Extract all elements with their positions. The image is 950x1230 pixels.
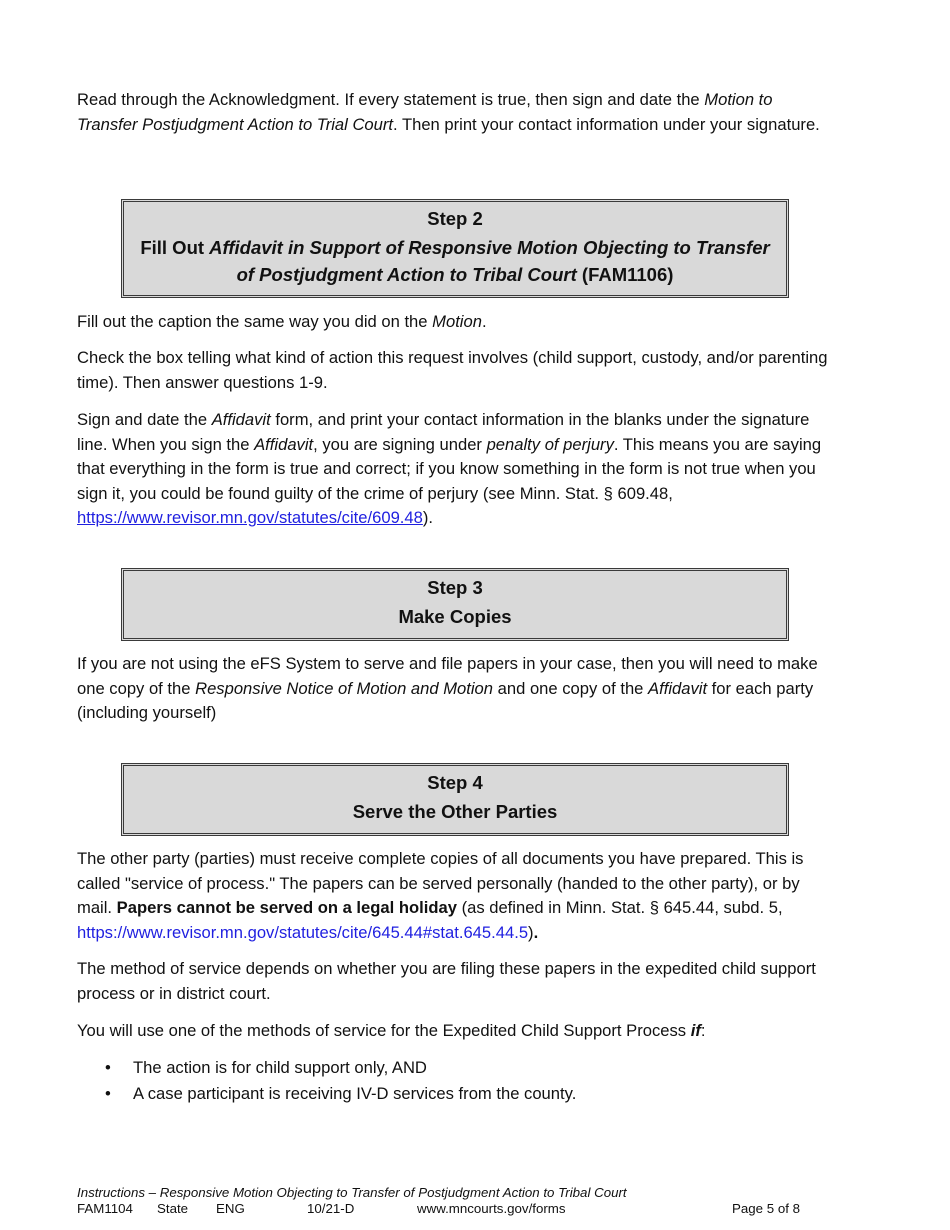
- footer-document-title: Instructions – Responsive Motion Objecting to Transfer of Postjudgment Action to Tribal Court: [77, 1185, 627, 1200]
- step-3-subtitle: Make Copies: [398, 605, 512, 627]
- service-method-paragraph: The method of service depends on whether you are filing these papers in the expedited child support process or in district court.: [77, 959, 816, 1003]
- step-4-title: Step 4: [427, 772, 483, 793]
- footer-info-row: [77, 1201, 817, 1217]
- legal-holiday-statute-link[interactable]: https://www.revisor.mn.gov/statutes/cite/645.44#stat.645.44.5: [77, 922, 529, 942]
- perjury-statute-link[interactable]: https://www.revisor.mn.gov/statutes/cite/609.48: [77, 508, 423, 528]
- footer-page-number: Page 5 of 8: [732, 1201, 801, 1216]
- page-footer: [77, 1185, 817, 1217]
- check-box-paragraph: Check the box telling what kind of action this request involves (child support, custody, and/or parenting time). Then answer questions 1-9.: [77, 348, 828, 392]
- expedited-process-paragraph: You will use one of the methods of service for the Expedited Child Support Process if:: [77, 1021, 706, 1040]
- step-4-heading-box: [121, 763, 789, 836]
- step-2-title: Step 2: [427, 208, 483, 229]
- caption-paragraph: Fill out the caption the same way you did on the Motion.: [77, 312, 487, 331]
- footer-scope: State: [157, 1201, 189, 1216]
- copies-paragraph: If you are not using the eFS System to serve and file papers in your case, then you will need to make one copy of the Responsive Notice of Motion and Motion and one copy of the Affidavit for each party (including yourself): [77, 654, 818, 723]
- step-2-heading-box: [121, 199, 789, 298]
- sign-affidavit-paragraph: Sign and date the Affidavit form, and print your contact information in the blanks under the signature line. When you sign the Affidavit, you are signing under penalty of perjury. This means you are saying that everything in the form is true and correct; if you know something in the form is not true when you sign it, you could be found guilty of the crime of perjury (see Minn. Stat. § 609.48, https://www.revisor.mn.gov/statutes/cite/609.48).: [77, 410, 822, 528]
- step-3-title: Step 3: [427, 577, 483, 598]
- bullet-icon: •: [105, 1058, 111, 1077]
- list-item: • The action is for child support only, AND: [77, 1055, 576, 1081]
- step-2-subtitle: Fill Out Affidavit in Support of Responsive Motion Objecting to Transfer of Postjudgment Action to Tribal Court (FAM1106): [140, 236, 770, 285]
- footer-form-number: FAM1104: [77, 1201, 133, 1216]
- footer-language: ENG: [216, 1201, 245, 1216]
- intro-paragraph: Read through the Acknowledgment. If every statement is true, then sign and date the Motion to Transfer Postjudgment Action to Trial Court. Then print your contact information under your signature.: [77, 90, 820, 134]
- serve-paragraph: The other party (parties) must receive complete copies of all documents you have prepared. This is called "service of process." The papers can be served personally (handed to the other party), or by mail. Papers cannot be served on a legal holiday (as defined in Minn. Stat. § 645.44, subd. 5, https://www.revisor.mn.gov/statutes/cite/645.44#stat.645.44.5).: [77, 849, 804, 942]
- step-4-subtitle: Serve the Other Parties: [352, 800, 558, 822]
- footer-revision-date: 10/21-D: [307, 1201, 355, 1216]
- bullet-icon: •: [105, 1084, 111, 1103]
- footer-website: www.mncourts.gov/forms: [417, 1201, 566, 1216]
- expedited-conditions-list: [77, 1055, 576, 1107]
- step-3-heading-box: [121, 568, 789, 641]
- list-item: • A case participant is receiving IV-D services from the county.: [77, 1081, 576, 1107]
